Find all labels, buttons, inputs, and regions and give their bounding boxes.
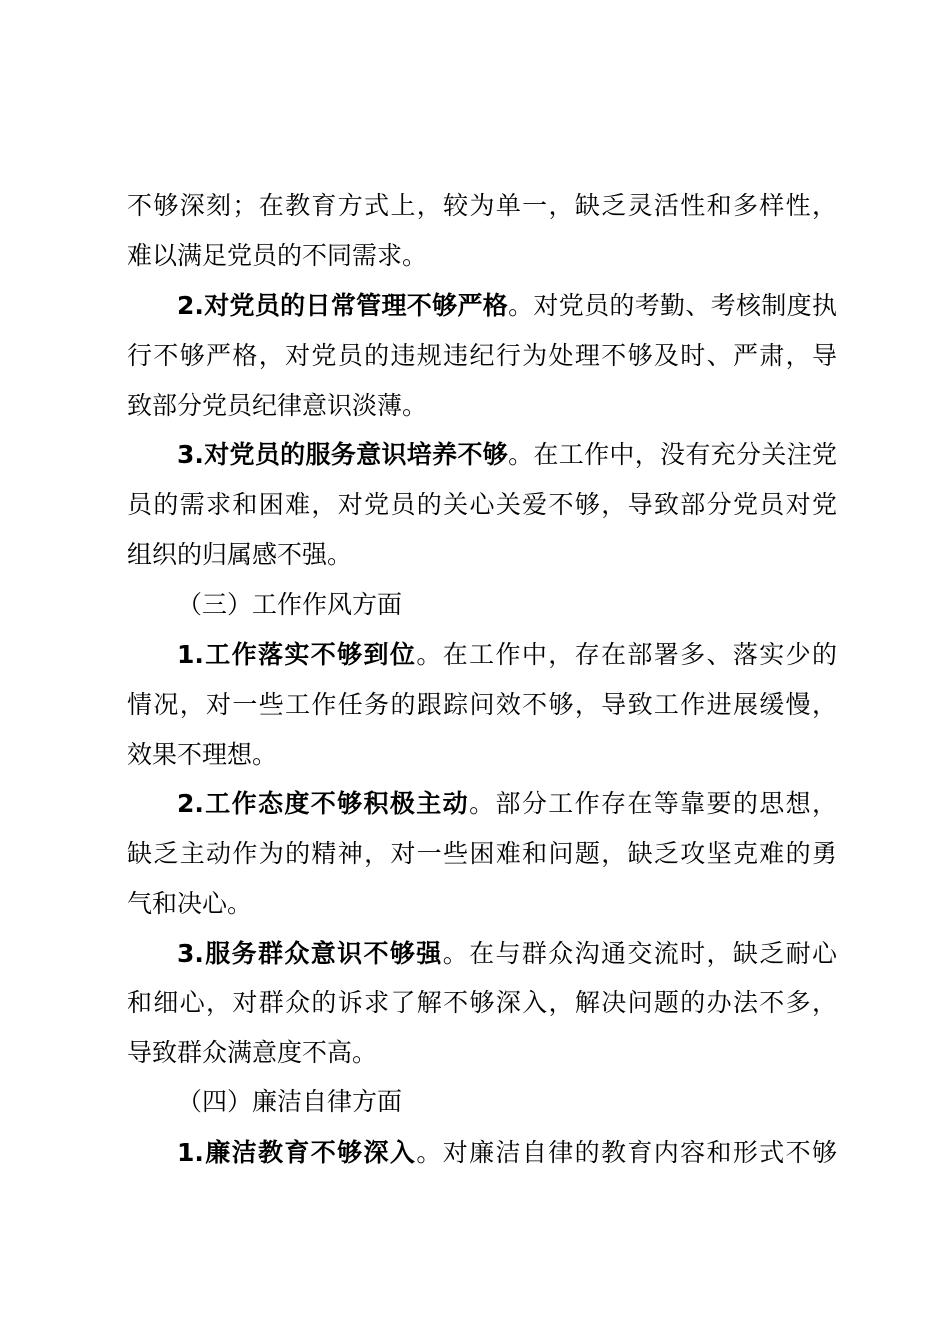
item-heading-line <box>177 637 837 673</box>
line-text: 。在工作中，存在部署多、落实少的 <box>416 640 837 669</box>
text-line <box>127 836 837 872</box>
line-text: 。对党员的考勤、考核制度执 <box>508 291 837 320</box>
text-line <box>127 487 837 523</box>
line-text: 组织的归属感不强。 <box>127 540 353 569</box>
section-heading <box>177 1084 837 1120</box>
item-heading: 3.服务群众意识不够强 <box>177 939 443 968</box>
line-text: 和细心，对群众的诉求了解不够深入，解决问题的办法不多， <box>127 988 837 1017</box>
line-text: 。在与群众沟通交流时，缺乏耐心 <box>442 939 837 968</box>
text-line <box>127 338 837 374</box>
item-heading-line <box>177 786 837 822</box>
text-line <box>127 188 837 224</box>
line-text: 缺乏主动作为的精神，对一些困难和问题，缺乏攻坚克难的勇 <box>127 839 837 868</box>
line-text: 情况，对一些工作任务的跟踪问效不够，导致工作进展缓慢， <box>127 690 837 719</box>
section-heading-text: （四）廉洁自律方面 <box>177 1087 403 1116</box>
item-heading-line <box>177 936 837 972</box>
item-heading-line <box>177 1135 837 1171</box>
line-text: 行不够严格，对党员的违规违纪行为处理不够及时、严肃，导 <box>127 341 837 370</box>
line-text: 不够深刻；在教育方式上，较为单一，缺乏灵活性和多样性， <box>127 191 837 220</box>
line-text: 。对廉洁自律的教育内容和形式不够 <box>416 1138 837 1167</box>
item-heading-line <box>177 437 837 473</box>
line-text: 气和决心。 <box>127 889 253 918</box>
item-heading-line <box>177 288 837 324</box>
line-text: 导致群众满意度不高。 <box>127 1038 378 1067</box>
text-line <box>127 388 837 424</box>
text-line <box>127 687 837 723</box>
text-line <box>127 886 837 922</box>
text-line <box>127 1035 837 1071</box>
text-line <box>127 238 837 274</box>
item-heading: 2.工作态度不够积极主动 <box>177 789 470 818</box>
line-text: 。在工作中，没有充分关注党 <box>508 440 837 469</box>
text-line <box>127 985 837 1021</box>
line-text: 效果不理想。 <box>127 740 278 769</box>
line-text: 。部分工作存在等靠要的思想， <box>469 789 837 818</box>
line-text: 难以满足党员的不同需求。 <box>127 241 428 270</box>
item-heading: 1.廉洁教育不够深入 <box>177 1138 417 1167</box>
section-heading <box>177 587 837 623</box>
item-heading: 2.对党员的日常管理不够严格 <box>177 291 509 320</box>
section-heading-text: （三）工作作风方面 <box>177 590 403 619</box>
line-text: 致部分党员纪律意识淡薄。 <box>127 391 428 420</box>
text-line <box>127 537 837 573</box>
item-heading: 1.工作落实不够到位 <box>177 640 417 669</box>
line-text: 员的需求和困难，对党员的关心关爱不够，导致部分党员对党 <box>127 490 837 519</box>
item-heading: 3.对党员的服务意识培养不够 <box>177 440 509 469</box>
text-line <box>127 737 837 773</box>
